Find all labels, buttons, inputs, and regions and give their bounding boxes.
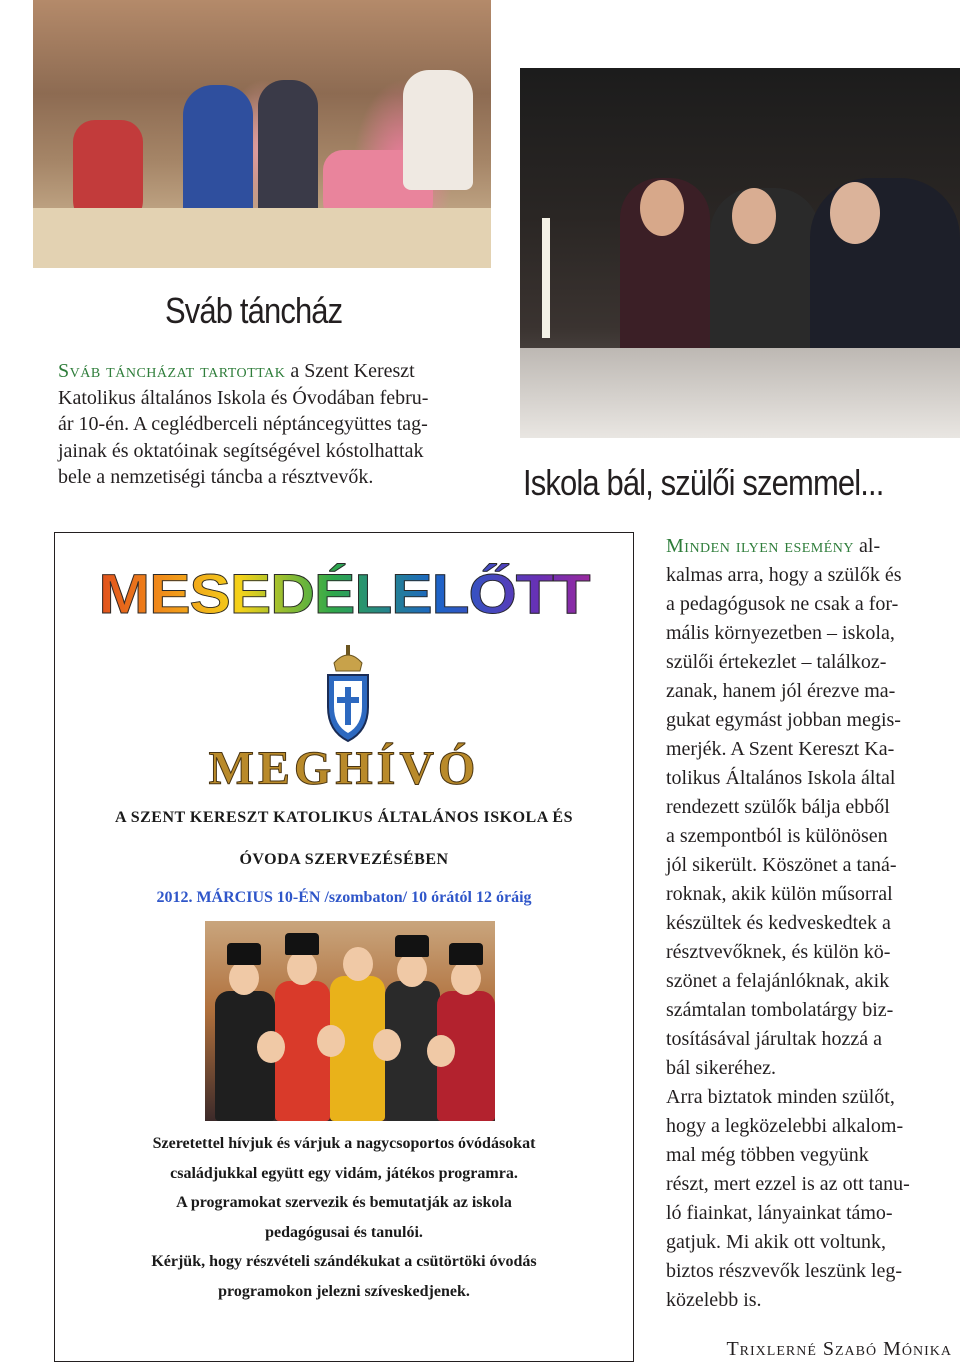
article-title-svab: Sváb táncház [165,290,343,331]
article-body-svab: Sváb táncházat tartottak a Szent Kereszt Katolikus általános Iskola és Óvodában febru- ár 10-én. A ceglédberceli néptáncegyüttes tag- jainak és oktatóinak segítségével kóstolhattak bele a nemzetiségi táncba a résztvevők. [58,360,429,488]
school-crest-icon [320,645,376,745]
article-line: szönet a felajánlóknak, akik [666,970,890,992]
article-line: résztvevőknek, és külön kö- [666,941,891,963]
article-title-bal: Iskola bál, szülői szemmel... [523,462,884,503]
article-line: közelebb is. [666,1289,762,1311]
article-line: bál sikeréhez. [666,1057,776,1079]
article-line: gatjuk. Mi akik ott voltunk, [666,1231,886,1253]
article-line: a pedagógusok ne csak a for- [666,593,899,615]
poster-children-photo [205,921,495,1121]
photo-iskola-bal [520,68,960,438]
poster-body: Szeretettel hívjuk és várjuk a nagycsoportos óvódásokat családjukkal együtt egy vidám, játékos programra. A programokat szervezik és bemutatják az iskola pedagógusai és tanulói. Kérjük, hogy részvételi szándékukat a csütörtöki óvodás programokon jelezni szíveskedjenek. [151,1135,537,1300]
article-line: kalmas arra, hogy a szülők és [666,564,902,586]
article-line: számtalan tombolatárgy biz- [666,999,894,1021]
article-line: hogy a legközelebbi alkalom- [666,1115,904,1137]
poster-organizer-line1: A SZENT KERESZT KATOLIKUS ÁLTALÁNOS ISKOLA ÉS [115,809,573,826]
article-lead-svab: Sváb táncházat tartottak [58,360,286,382]
poster-meghivo: MEGHÍVÓ [208,742,480,795]
article-body-bal [666,532,954,1315]
article-line: zanak, hanem jól érezve ma- [666,680,896,702]
article-line: rendezett szülők bálja ebből [666,796,890,818]
article-line: részt, mert ezzel is az ott tanu- [666,1173,910,1195]
poster-title: MESEDÉLELŐTT [55,563,633,627]
article-line: mal még többen vegyünk [666,1144,869,1166]
article-line: készültek és kedveskedtek a [666,912,891,934]
poster-date: 2012. MÁRCIUS 10-ÉN /szombaton/ 10 órától 12 óráig [156,889,532,906]
article-author: Trixlerné Szabó Mónika [726,1338,952,1360]
article-line: szülői értekezlet – találkoz- [666,651,887,673]
article-line: ló fiainkat, lányainkat támo- [666,1202,893,1224]
article-line: tolikus Általános Iskola által [666,767,896,789]
article-line: biztos részvevők leszünk leg- [666,1260,903,1282]
photo-svab-tanchaz [33,0,491,268]
article-line: al- [854,535,881,557]
article-line: merjék. A Szent Kereszt Ka- [666,738,895,760]
article-line: jól sikerült. Köszönet a taná- [666,854,897,876]
article-line: a szempontból is különösen [666,825,888,847]
article-line: tosításával járultak hozzá a [666,1028,883,1050]
article-line: mális környezetben – iskola, [666,622,895,644]
article-lead-bal: Minden ilyen esemény [666,535,855,557]
invitation-poster [54,532,634,1362]
article-line: gukat egymást jobban megis- [666,709,901,731]
poster-organizer-line2: ÓVODA SZERVEZÉSÉBEN [239,851,449,868]
article-line: Arra biztatok minden szülőt, [666,1086,895,1108]
article-line: roknak, akik külön műsorral [666,883,893,905]
